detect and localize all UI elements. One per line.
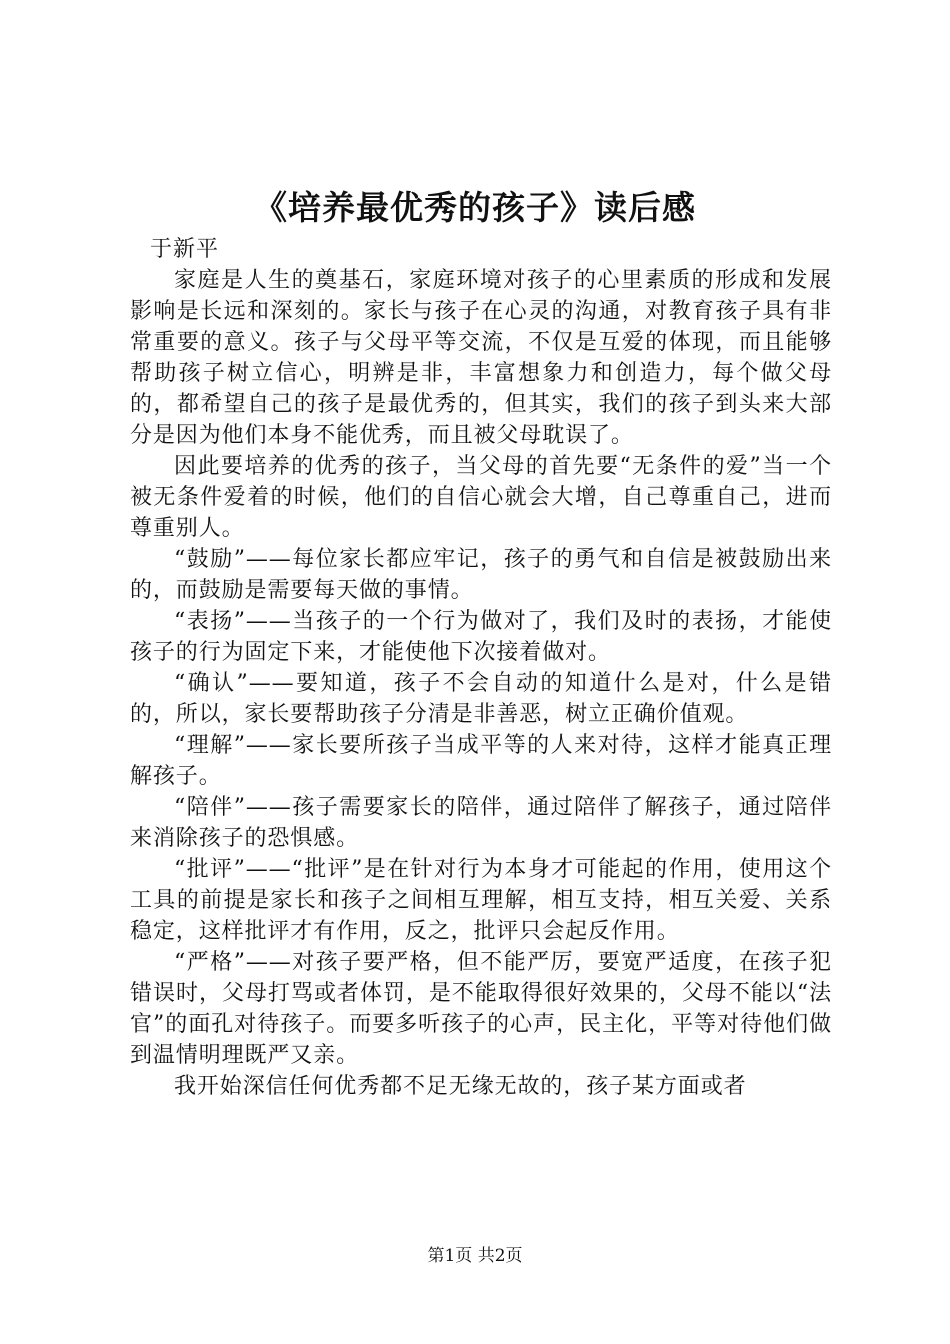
author-name: 于新平 [150,237,220,262]
paragraph-criticism: “批评”——“批评”是在针对行为本身才可能起的作用，使用这个工具的前提是家长和孩子之间相互理解，相互支持，相互关爱、关系稳定，这样批评才有作用，反之，批评只会起反作用。 [130,857,832,944]
document-title: 《培养最优秀的孩子》读后感 [254,188,696,227]
paragraph-understanding: “理解”——家长要所孩子当成平等的人来对待，这样才能真正理解孩子。 [130,733,832,789]
paragraph-praise: “表扬”——当孩子的一个行为做对了，我们及时的表扬，才能使孩子的行为固定下来，才能使他下次接着做对。 [130,609,832,665]
document-body [130,234,832,1102]
paragraph-confirmation: “确认”——要知道，孩子不会自动的知道什么是对，什么是错的，所以，家长要帮助孩子分清是非善恶，树立正确价值观。 [130,671,832,727]
paragraph-intro: 家庭是人生的奠基石，家庭环境对孩子的心里素质的形成和发展影响是长远和深刻的。家长与孩子在心灵的沟通，对教育孩子具有非常重要的意义。孩子与父母平等交流，不仅是互爱的体现，而且能够帮助孩子树立信心，明辨是非，丰富想象力和创造力，每个做父母的，都希望自己的孩子是最优秀的，但其实，我们的孩子到头来大部分是因为他们本身不能优秀，而且被父母耽误了。 [130,268,832,448]
paragraph-companionship: “陪伴”——孩子需要家长的陪伴，通过陪伴了解孩子，通过陪伴来消除孩子的恐惧感。 [130,795,832,851]
page-footer: 第1页 共2页 [427,1246,523,1266]
paragraph-closing: 我开始深信任何优秀都不足无缘无故的，孩子某方面或者 [174,1074,747,1099]
paragraph-strictness: “严格”——对孩子要严格，但不能严厉，要宽严适度，在孩子犯错误时，父母打骂或者体罚，是不能取得很好效果的，父母不能以“法官”的面孔对待孩子。而要多听孩子的心声，民主化，平等对待他们做到温情明理既严又亲。 [130,950,832,1068]
paragraph-encouragement: “鼓励”——每位家长都应牢记，孩子的勇气和自信是被鼓励出来的，而鼓励是需要每天做的事情。 [130,547,832,603]
paragraph-unconditional-love: 因此要培养的优秀的孩子，当父母的首先要“无条件的爱”当一个被无条件爱着的时候，他们的自信心就会大增，自己尊重自己，进而尊重别人。 [130,454,832,541]
